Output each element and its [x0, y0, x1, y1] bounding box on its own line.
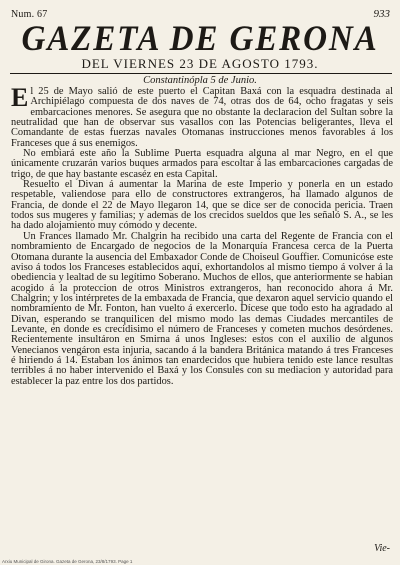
- header-divider: [10, 73, 392, 74]
- issue-date: DEL VIERNES 23 DE AGOSTO 1793.: [81, 56, 319, 71]
- drop-cap: E: [11, 83, 29, 112]
- page-number: 933: [373, 8, 390, 20]
- article-paragraph: Resuelto el Divan á aumentar la Marina de este Imperio y ponerla en un estado respetable, valiendose para ello de constructores extrangeros, ha llamado algunos de Francia, de donde el 22 de Mayo llegaron 14, que se dice ser de conocida pericia. Traen todos sus mugeres y familias; y ademas de los crecidos sueldos que les señaló S. A., se les ha dado alojamiento muy cómodo y decente.: [11, 179, 393, 232]
- paragraph-text: l 25 de Mayo salió de este puerto el Capitan Baxá con la esquadra destinada al Archipiélago compuesta de dos naves de 74, otras dos de 64, ocho fragatas y seis embarcaciones menores. Se asegura que no obstante la declaracion del Sultan sobre la neutralidad que han de observar sus vasallos con las Potencias beligerantes, lleva el Comandante de estas fuerzas navales Otomanas instrucciones menos favorables á los Franceses que á sus enemigos.: [11, 86, 393, 149]
- article-paragraph: No embiará este año la Sublime Puerta esquadra alguna al mar Negro, en el que únicamente cruzarán varios buques armados para escoltar á las embarcaciones cargadas de trigo, de que hay bastante escaséz en esta Capital.: [11, 148, 393, 180]
- catchword: Vie-: [374, 543, 390, 554]
- issue-number: Num. 67: [11, 9, 48, 20]
- article-paragraph: Un Frances llamado Mr. Chalgrin ha recibido una carta del Regente de Francia con el nombramiento de Encargado de negocios de la Monarquía Francesa cerca de la Puerta Otomana durante la ausencia del Embaxador Conde de Choiseul Gouffier. Comunicóse este aviso á todos los Franceses establecidos aquí, exhortandolos al mismo tiempo á volver á la obediencia y lealtad de su legítimo Soberano. Muchos de ellos, que anteriormente se habian acogido á la proteccion de otros Ministros extrangeros, han reconocido ahora á Mr. Chalgrin; y los intérpretes de la embaxada de Francia, que dexaron aquel servicio quando el nombramiento de Mr. Fonton, han vuelto á exercerlo. Dícese que todo esto ha agradado al Divan, esperando se tranquilicen del mismo modo las demas Ciudades mercantiles de Levante, en donde es crecidisimo el número de Franceses y cometen muchos desórdenes. Recientemente insultáron en Smirna á unos Ingleses: estos con el auxilio de algunos Venecianos vengáron esta injuria, sacando á la bandera Británica matando á tres Franceses é hiriendo á 14. Estaban los ánimos tan enardecidos que hubiera tenido este lance resultas terribles á no haber intervenido el Baxá y los Consules con su mediacion y autoridad para establecer la paz entre los dos partidos.: [11, 230, 393, 387]
- masthead-title: GAZETA DE GERONA: [21, 18, 379, 58]
- article-dateline: Constantinópla 5 de Junio.: [143, 75, 257, 86]
- archive-source-note: Arxiu Municipal de Girona. Gazeta de Gerona, 23/8/1793. Page 1: [2, 559, 133, 564]
- article-paragraph: [11, 83, 393, 149]
- article-body: [11, 83, 393, 387]
